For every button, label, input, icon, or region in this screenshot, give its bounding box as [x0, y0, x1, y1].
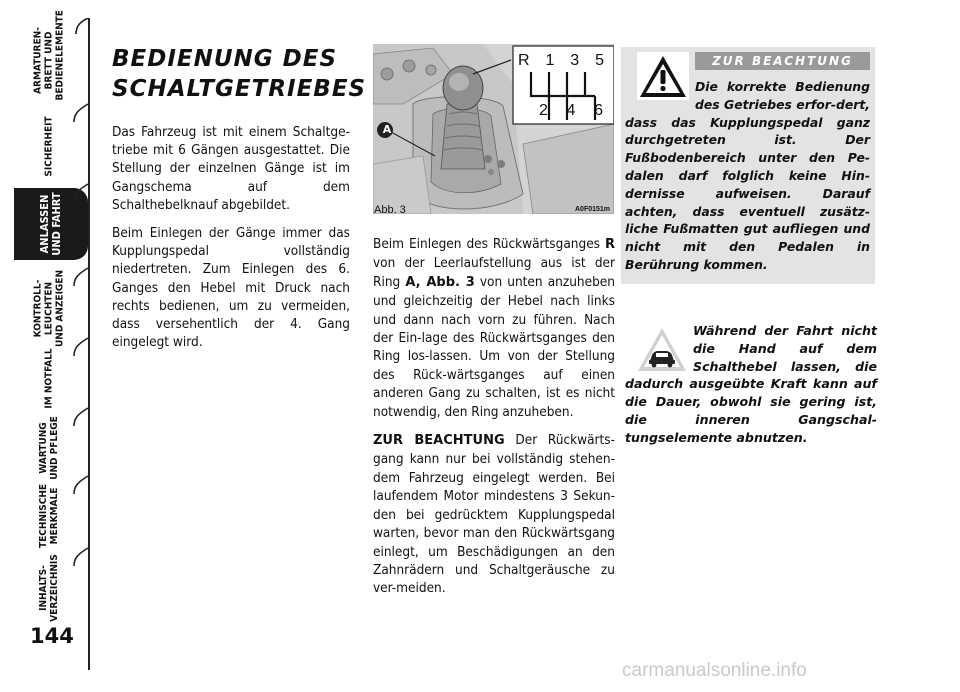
intro-text-column — [112, 123, 350, 361]
figure-code: A0F0151m — [575, 206, 611, 213]
text-run: von der Leerlaufstellung aus ist der Ring — [373, 255, 615, 290]
text-run: Der Rückwärts-gang kann nur bei vollständig stehen-dem Fahrzeug eingelegt werden. Bei laufendem Motor mindestens 3 Sekun-den bei gedrücktem Kupplungspedal warten, bevor man den Rückwärtsgang einlegt, um Beschädigungen an den Zahnrädern und Schaltgeräusche zu ver-meiden. — [373, 432, 615, 597]
tab-sicherheit[interactable]: SICHERHEIT — [43, 115, 55, 177]
tab-anlassen-und-fahrt[interactable]: ANLASSEN UND FAHRT — [14, 188, 88, 260]
note-text — [625, 322, 877, 447]
paragraph: Das Fahrzeug ist mit einem Schaltge-triebe mit 6 Gängen ausgestattet. Die Stellung der einzelnen Gänge ist im Gangschema auf dem Schalthebelknauf abgebildet. — [112, 124, 350, 213]
figure-reference: A, Abb. 3 — [405, 274, 475, 290]
title-line-1: BEDIENUNG DES — [112, 46, 338, 72]
chapter-tab-rail — [0, 0, 100, 692]
tab-separators — [60, 18, 92, 638]
title-line-2: SCHALTGETRIEBES — [112, 76, 367, 102]
callout-label-a: A — [382, 123, 392, 136]
tab-technische-merkmale[interactable]: TECHNISCHE MERKMALE — [38, 483, 60, 549]
gearshift-illustration — [373, 44, 614, 214]
tab-armaturenbrett[interactable]: ARMATUREN- BRETT UND BEDIENELEMENTE — [32, 9, 66, 100]
gear-4: 4 — [566, 102, 576, 119]
page-number: 144 — [30, 624, 74, 648]
tab-wartung-und-pflege[interactable]: WARTUNG UND PFLEGE — [38, 416, 60, 480]
text-run: Beim Einlegen des Rückwärtsganges — [373, 236, 605, 252]
text-run: von unten anzuheben und gleichzeitig der Hebel nach links und dann nach vorn zu führen. Nach der Ein-lage des Rückwärtsganges den Ring los-lassen. Um von der Stellung des Rück-wärtsganges auf einen anderen Gang zu schalten, ist es nicht notwendig, den Ring anzuheben. — [373, 273, 615, 420]
icon-spacer — [625, 78, 695, 112]
figure-caption: Abb. 3 — [374, 204, 406, 216]
paragraph — [373, 431, 615, 598]
reverse-gear-label: R — [604, 237, 615, 252]
paragraph — [373, 235, 615, 421]
note-text-body: Während der Fahrt nicht die Hand auf dem Schalthebel lassen, die dadurch ausgeübte Kraft kann auf die Dauer, obwohl sie gering ist, die inneren Gangschal-tungselemente abnutzen. — [625, 323, 877, 445]
tab-kontrollleuchten[interactable]: KONTROLL- LEUCHTEN UND ANZEIGEN — [32, 269, 66, 347]
icon-spacer — [625, 322, 693, 374]
gear-r: R — [518, 52, 530, 69]
gear-pattern-top — [518, 52, 614, 70]
inline-note-heading: ZUR BEACHTUNG — [373, 433, 505, 449]
gear-3: 3 — [570, 52, 580, 69]
watermark: carmanualsonline.info — [622, 660, 807, 681]
gear-pattern-bottom — [539, 102, 611, 120]
tab-im-notfall[interactable]: IM NOTFALL — [43, 347, 55, 409]
paragraph: Beim Einlegen der Gänge immer das Kupplungspedal vollständig niedertreten. Zum Einlegen des 6. Ganges den Hebel mit Druck nach rechts bedienen, um zu vermeiden, dass versehentlich der 4. Gang eingelegt wird. — [112, 225, 350, 351]
gear-6: 6 — [594, 102, 603, 119]
warning-text-body: Die korrekte Bedienung des Getriebes erfor-dert, dass das Kupplungspedal ganz durchgetreten ist. Der Fußbodenbereich unter den Pe-dalen darf folglich keine Hin-dernisse aufweisen. Darauf achten, dass eventuell zusätz-liche Fußmatten gut aufliegen und nicht mit den Pedalen in Berührung kommen. — [625, 79, 870, 272]
gear-1: 1 — [545, 52, 555, 69]
tab-inhaltsverzeichnis[interactable]: INHALTS- VERZEICHNIS — [38, 554, 60, 622]
reverse-gear-text-column — [373, 235, 615, 608]
warning-text — [625, 78, 870, 274]
warning-heading: ZUR BEACHTUNG — [695, 52, 870, 70]
gear-2: 2 — [539, 102, 548, 119]
gear-5: 5 — [595, 52, 604, 69]
section-title — [112, 44, 366, 104]
